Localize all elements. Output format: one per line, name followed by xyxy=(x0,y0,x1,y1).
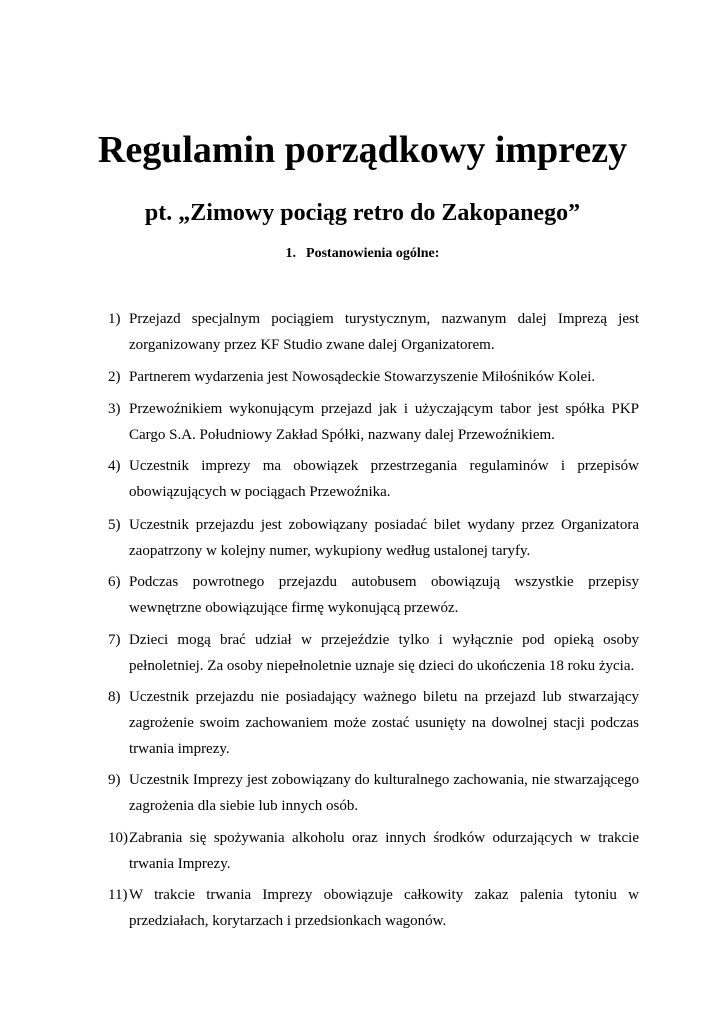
list-item xyxy=(108,825,639,877)
item-text: Przejazd specjalnym pociągiem turystycznym, nazwanym dalej Imprezą jest zorganizowany przez KF Studio zwane dalej Organizatorem. xyxy=(129,311,639,353)
list-item xyxy=(108,684,639,762)
item-text: Uczestnik przejazdu jest zobowiązany posiadać bilet wydany przez Organizatora zaopatrzony w kolejny numer, wykupiony według ustalonej taryfy. xyxy=(129,517,639,559)
item-text: Partnerem wydarzenia jest Nowosądeckie Stowarzyszenie Miłośników Kolei. xyxy=(129,369,596,385)
list-item xyxy=(108,364,639,390)
item-text: Dzieci mogą brać udział w przejeździe tylko i wyłącznie pod opieką osoby pełnoletniej. Za osoby niepełnoletnie uznaje się dzieci do ukończenia 18 roku życia. xyxy=(129,632,639,674)
item-text: Uczestnik Imprezy jest zobowiązany do kulturalnego zachowania, nie stwarzającego zagrożenia dla siebie lub innych osób. xyxy=(129,772,639,814)
item-number: 7) xyxy=(108,632,121,648)
section-heading xyxy=(0,244,725,264)
item-text: Przewoźnikiem wykonującym przejazd jak i użyczającym tabor jest spółka PKP Cargo S.A. Południowy Zakład Spółki, nazwany dalej Przewoźnikiem. xyxy=(129,401,639,443)
item-number: 6) xyxy=(108,574,121,590)
item-text: Uczestnik imprezy ma obowiązek przestrzegania regulaminów i przepisów obowiązujących w pociągach Przewoźnika. xyxy=(129,458,639,500)
item-number: 4) xyxy=(108,458,121,474)
list-item xyxy=(108,306,639,358)
item-number: 8) xyxy=(108,689,121,705)
item-text: Uczestnik przejazdu nie posiadający ważnego biletu na przejazd lub stwarzający zagrożenie swoim zachowaniem może zostać usunięty na dowolnej stacji podczas trwania imprezy. xyxy=(129,689,639,757)
item-number: 5) xyxy=(108,517,121,533)
item-text: W trakcie trwania Imprezy obowiązuje całkowity zakaz palenia tytoniu w przedziałach, korytarzach i przedsionkach wagonów. xyxy=(129,887,639,929)
list-item xyxy=(108,396,639,448)
list-item xyxy=(108,882,639,934)
list-item xyxy=(108,627,639,679)
list-item xyxy=(108,512,639,564)
item-text: Podczas powrotnego przejazdu autobusem obowiązują wszystkie przepisy wewnętrzne obowiązujące firmę wykonującą przewóz. xyxy=(129,574,639,616)
list-item xyxy=(108,767,639,819)
item-number: 9) xyxy=(108,772,121,788)
item-number: 2) xyxy=(108,369,121,385)
section-number: 1. xyxy=(285,246,297,261)
document-subtitle: pt. „Zimowy pociąg retro do Zakopanego” xyxy=(144,200,581,226)
item-number: 11) xyxy=(108,887,128,903)
list-item xyxy=(108,453,639,505)
item-text: Zabrania się spożywania alkoholu oraz innych środków odurzających w trakcie trwania Imprezy. xyxy=(129,830,639,872)
list-item xyxy=(108,569,639,621)
item-number: 10) xyxy=(108,830,128,846)
item-number: 3) xyxy=(108,401,121,417)
document-title: Regulamin porządkowy imprezy xyxy=(97,129,628,171)
section-title: Postanowienia ogólne: xyxy=(306,246,440,261)
item-number: 1) xyxy=(108,311,121,327)
